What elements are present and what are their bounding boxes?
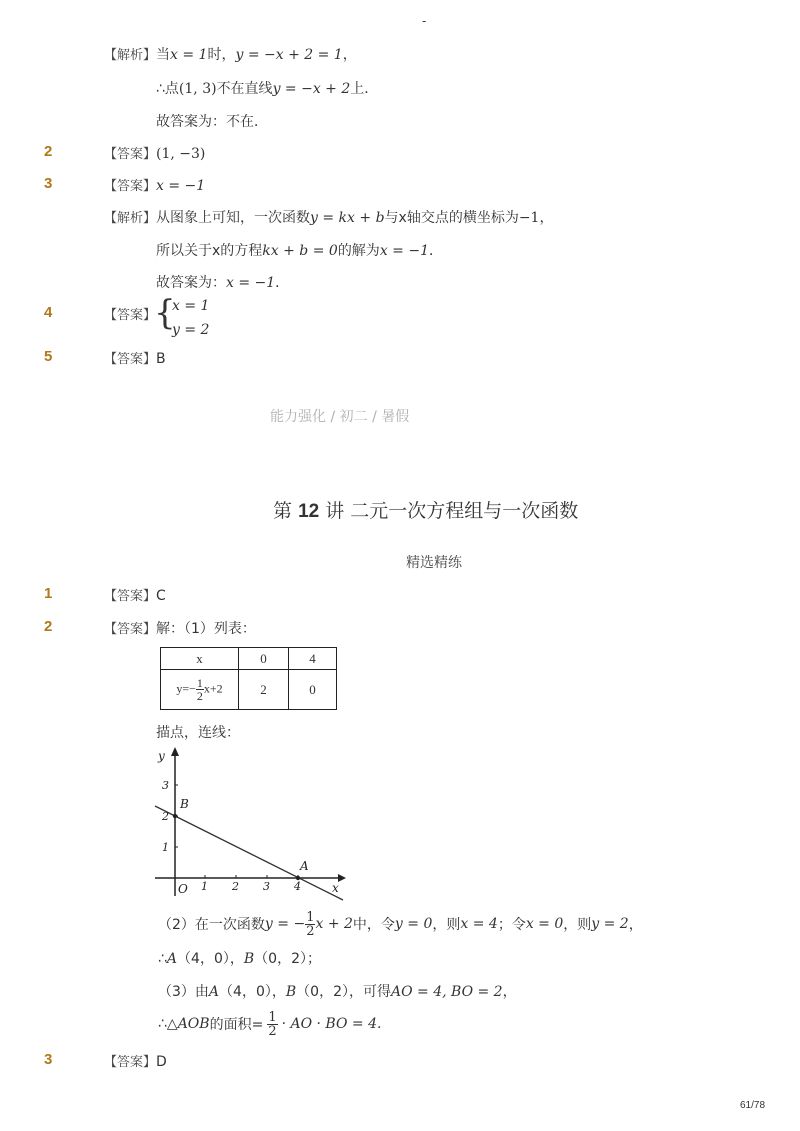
y-tick-label: 2 <box>162 810 169 823</box>
question-number: 3 <box>44 175 53 192</box>
analysis-tag: 【解析】 <box>104 48 157 63</box>
jiexi-line-3: 故答案为：x = −1． <box>156 275 290 291</box>
question-number: 2 <box>44 143 53 160</box>
answer-line: 【答案】C <box>104 588 166 604</box>
question-number: 5 <box>44 348 53 365</box>
answer-line: 【答案】(1, −3) <box>104 146 206 162</box>
system-equation-2: y = 2 <box>172 322 210 338</box>
solution-part-3: （3）由A（4，0），B（0，2），可得AO = 4, BO = 2， <box>158 984 517 1000</box>
question-number: 1 <box>44 585 53 602</box>
point-b-label: B <box>180 797 189 811</box>
answer-line: 【答案】解：（1）列表： <box>104 621 256 637</box>
question-number: 2 <box>44 618 53 635</box>
y-tick-label: 1 <box>162 841 169 854</box>
section-subtitle: 精选精练 <box>406 555 462 571</box>
section-footer-label: 能力强化 / 初二 / 暑假 <box>270 409 410 425</box>
point-a-label: A <box>300 859 309 873</box>
x-tick-label: 3 <box>263 880 270 893</box>
answer-tag: 【答案】 <box>104 589 157 604</box>
x-axis-label: x <box>332 881 339 895</box>
jiexi-line-1: 【解析】当x = 1时，y = −x + 2 = 1， <box>104 47 357 63</box>
analysis-tag: 【解析】 <box>104 211 157 226</box>
table-cell: y=− $\frac{1}{2}$ x+2 <box>161 670 239 710</box>
answer-tag: 【答案】 <box>104 1055 157 1070</box>
answer-tag: 【答案】 <box>104 308 157 323</box>
answer-tag: 【答案】 <box>104 147 157 162</box>
x-tick-label: 4 <box>294 880 301 893</box>
table-cell: x <box>161 648 239 670</box>
equation-system-brace: { <box>154 293 176 333</box>
page-number: 61/78 <box>740 1100 766 1111</box>
question-number: 3 <box>44 1051 53 1068</box>
answer-tag: 【答案】 <box>104 179 157 194</box>
table-cell: 4 <box>289 648 337 670</box>
point-b-marker <box>173 814 177 818</box>
x-tick-label: 2 <box>232 880 239 893</box>
header-mark: - <box>422 14 427 28</box>
solution-part-3-area: ∴△ AOB 的面积= $\frac{1}{2}$ · AO · BO = 4. <box>158 1009 382 1039</box>
table-cell: 2 <box>239 670 289 710</box>
table-cell: 0 <box>239 648 289 670</box>
page-title: 第 12 讲 二元一次方程组与一次函数 <box>273 500 579 522</box>
table-row <box>161 670 337 710</box>
x-axis-arrow <box>338 874 346 882</box>
x-tick-label: 1 <box>201 880 208 893</box>
jiexi-line-3: 故答案为：不在． <box>156 114 268 130</box>
plot-instruction: 描点，连线： <box>156 725 240 741</box>
question-number: 4 <box>44 304 53 321</box>
origin-label: O <box>178 882 188 896</box>
table-cell: 0 <box>289 670 337 710</box>
y-axis-label: y <box>158 749 165 763</box>
line-graph <box>150 744 350 904</box>
answer-line: 【答案】D <box>104 1054 167 1070</box>
answer-tag: 【答案】 <box>104 352 157 367</box>
answer-line: 【答案】B <box>104 351 166 367</box>
value-table <box>160 647 337 710</box>
answer-line: 【答案】x = −1 <box>104 178 206 194</box>
jiexi-line-2: 所以关于x的方程kx + b = 0的解为x = −1． <box>156 243 443 259</box>
jiexi-line-2: ∴点(1, 3)不在直线y = −x + 2上． <box>156 81 379 97</box>
solution-part-2: （2）在一次函数 y = − $\frac{1}{2}$ x + 2 中，令 y = 0 ，则 x = 4 ；令 x = 0 ，则 y = 2 ， <box>158 909 643 939</box>
y-tick-label: 3 <box>162 779 169 792</box>
table-row <box>161 648 337 670</box>
y-axis-arrow <box>171 747 179 756</box>
answer-tag: 【答案】 <box>104 622 157 637</box>
system-equation-1: x = 1 <box>172 298 210 314</box>
solution-part-2-points: ∴A（4，0），B（0，2）； <box>158 951 321 967</box>
jiexi-line-1: 【解析】从图象上可知，一次函数y = kx + b与x轴交点的横坐标为−1， <box>104 210 554 226</box>
